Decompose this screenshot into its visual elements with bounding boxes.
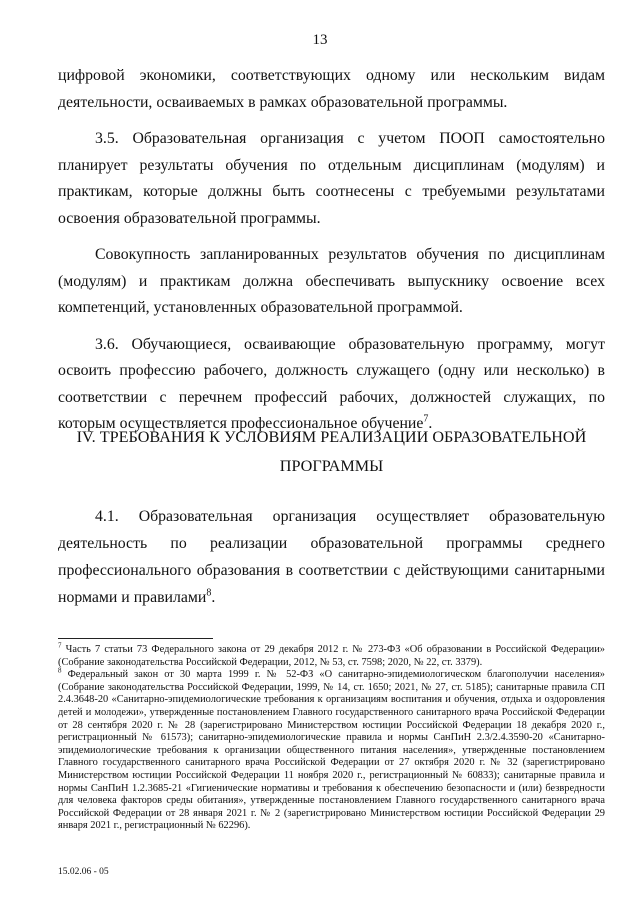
section-4-body <box>58 503 605 611</box>
footnote-7 <box>58 641 605 669</box>
footnote-8 <box>58 666 605 833</box>
body-text <box>58 63 605 438</box>
footnote-separator <box>58 638 213 639</box>
paragraph-3-5: 3.5. Образовательная организация с учетом ПООП самостоятельно планирует результаты обучения по отдельным дисциплинам (модулям) и практикам, которые должны быть соотнесены с требуемыми результатами освоения образовательной программы. <box>58 130 605 227</box>
paragraph-4-1-text: 4.1. Образовательная организация осуществляет образовательную деятельность по реализации образовательной программы среднего профессионального образования в соответствии с действующими санитарными нормами и правилами <box>58 508 605 606</box>
footnote-ref-7: 7 <box>423 413 429 425</box>
paragraph-3-6-end: . <box>428 415 433 432</box>
section-heading-line-2: ПРОГРАММЫ <box>279 457 384 475</box>
footnote-mark-8: 8 <box>58 666 62 675</box>
paragraph-3-6 <box>58 332 605 438</box>
paragraph-learning-results: Совокупность запланированных результатов обучения по дисциплинам (модулям) и практикам должна обеспечивать выпускнику освоение всех компетенций, установленных образовательной программой. <box>58 246 605 316</box>
paragraph-continuation: цифровой экономики, соответствующих одному или нескольким видам деятельности, осваиваемых в рамках образовательной программы. <box>58 67 605 111</box>
footnote-ref-8: 8 <box>206 587 212 599</box>
page-number: 13 <box>312 32 328 48</box>
footnote-8-text: Федеральный закон от 30 марта 1999 г. № 52-ФЗ «О санитарно-эпидемиологическом благополучии населения» (Собрание законодательства Российской Федерации, 1999, № 14, ст. 1650; 2021, № 27, ст. 5185); санитарные правила СП 2.4.3648-20 «Санитарно-эпидемиологические требования к организациям воспитания и обучения, отдыха и оздоровления детей и молодежи», утвержденные постановлением Главного государственного санитарного врача Российской Федерации от 28 сентября 2020 г. № 28 (зарегистрировано Министерством юстиции Российской Федерации 18 декабря 2020 г., регистрационный № 61573); санитарно-эпидемиологические правила и нормы СанПиН 2.3/2.4.3590-20 «Санитарно-эпидемиологические требования к организации общественного питания населения», утвержденные постановлением Главного государственного санитарного врача Российской Федерации от 27 октября 2020 г. № 32 (зарегистрировано Министерством юстиции Российской Федерации 11 ноября 2020 г., регистрационный № 60833); санитарные правила и нормы СанПиН 1.2.3685-21 «Гигиенические нормативы и требования к обеспечению безопасности и (или) безвредности для человека факторов среды обитания», утвержденные постановлением Главного государственного санитарного врача Российской Федерации от 28 января 2021 г. № 2 (зарегистрировано Министерством юстиции Российской Федерации 29 января 2021 г., регистрационный № 62296). <box>58 669 605 832</box>
section-heading-line-1: IV. ТРЕБОВАНИЯ К УСЛОВИЯМ РЕАЛИЗАЦИИ ОБРАЗОВАТЕЛЬНОЙ <box>76 428 587 446</box>
section-heading <box>58 423 605 481</box>
document-code: 15.02.06 - 05 <box>58 867 109 877</box>
paragraph-4-1 <box>58 503 605 611</box>
paragraph-4-1-end: . <box>211 589 216 606</box>
footnotes <box>58 641 605 833</box>
footnote-mark-7: 7 <box>58 641 62 650</box>
paragraph-3-6-text: 3.6. Обучающиеся, осваивающие образовательную программу, могут освоить профессию рабочего, должность служащего (одну или несколько) в соответствии с перечнем профессий рабочих, должностей служащих, по которым осуществляется профессиональное обучение <box>58 335 605 432</box>
footnote-7-text: Часть 7 статьи 73 Федерального закона от 29 декабря 2012 г. № 273-ФЗ «Об образовании в Российской Федерации» (Собрание законодательства Российской Федерации, 2012, № 53, ст. 7598; 2020, № 22, ст. 3379). <box>58 644 605 668</box>
